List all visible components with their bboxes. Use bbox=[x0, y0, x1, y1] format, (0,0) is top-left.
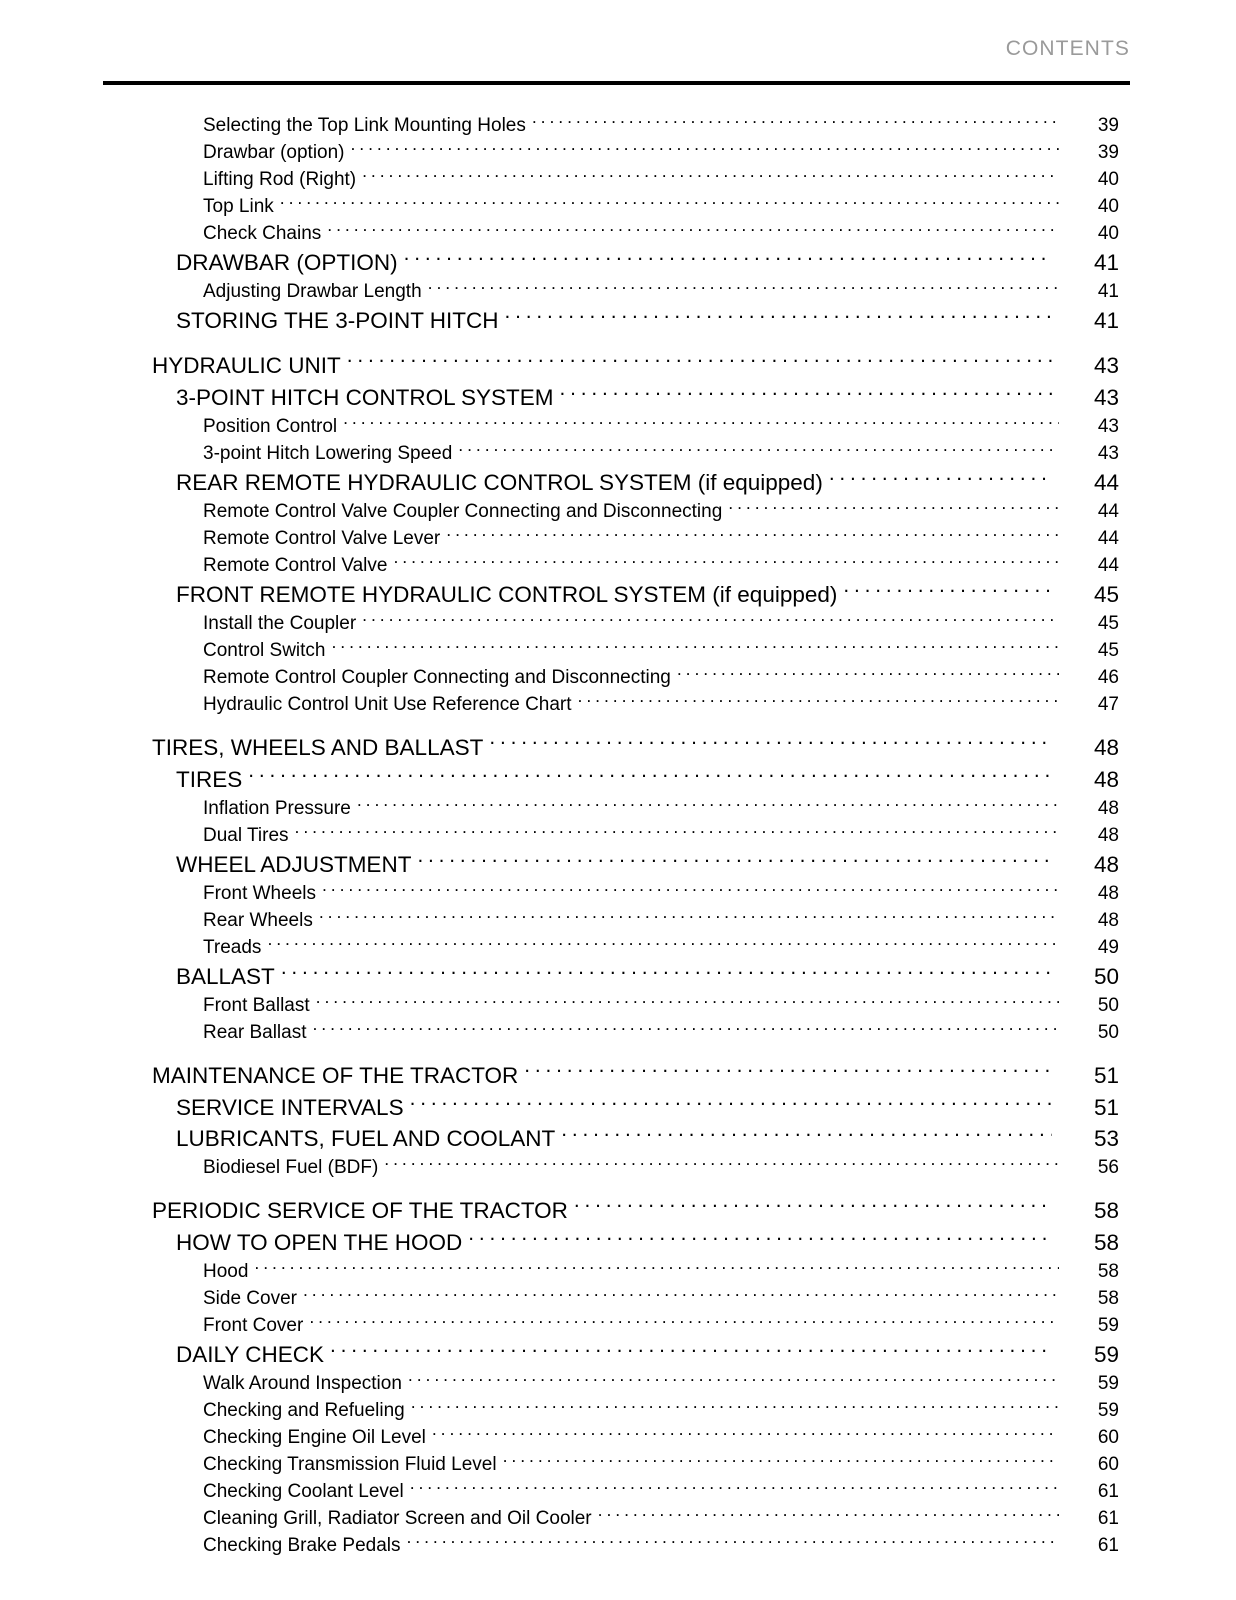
toc-entry-label: 3-POINT HITCH CONTROL SYSTEM bbox=[176, 385, 554, 410]
toc-entry-page-number: 41 bbox=[1093, 308, 1119, 333]
toc-entry-page-number: 44 bbox=[1097, 555, 1119, 576]
toc-entry[interactable] bbox=[0, 440, 1236, 467]
toc-entry-page-number: 43 bbox=[1093, 353, 1119, 378]
toc-leader-dots bbox=[280, 193, 1059, 212]
page-header-title: CONTENTS bbox=[1005, 37, 1130, 60]
toc-group-tires-wheels-and-ballast bbox=[0, 732, 1236, 1046]
toc-entry[interactable] bbox=[0, 498, 1236, 525]
toc-leader-dots bbox=[357, 795, 1059, 814]
toc-entry-label: Control Switch bbox=[203, 640, 326, 661]
toc-entry-page-number: 48 bbox=[1097, 798, 1119, 819]
toc-entry-page-number: 41 bbox=[1097, 281, 1119, 302]
toc-leader-dots bbox=[524, 1061, 1052, 1084]
toc-entry-page-number: 48 bbox=[1097, 883, 1119, 904]
toc-entry-label: Install the Coupler bbox=[203, 613, 357, 634]
toc-entry[interactable] bbox=[0, 579, 1236, 610]
toc-entry-page-number: 45 bbox=[1097, 640, 1119, 661]
toc-leader-dots bbox=[578, 691, 1059, 710]
toc-entry-label: Hydraulic Control Unit Use Reference Chart bbox=[203, 694, 572, 715]
toc-entry-label: Dual Tires bbox=[203, 825, 289, 846]
toc-entry-page-number: 53 bbox=[1093, 1126, 1119, 1151]
toc-entry-page-number: 45 bbox=[1097, 613, 1119, 634]
toc-entry[interactable] bbox=[0, 525, 1236, 552]
toc-entry-label: Lifting Rod (Right) bbox=[203, 169, 357, 190]
toc-entry[interactable] bbox=[0, 907, 1236, 934]
toc-entry-label: PERIODIC SERVICE OF THE TRACTOR bbox=[152, 1198, 568, 1223]
toc-entry-page-number: 48 bbox=[1097, 825, 1119, 846]
toc-entry-page-number: 45 bbox=[1093, 582, 1119, 607]
toc-entry-page-number: 46 bbox=[1097, 667, 1119, 688]
toc-leader-dots bbox=[829, 468, 1052, 491]
toc-entry-label: Cleaning Grill, Radiator Screen and Oil Cooler bbox=[203, 1508, 592, 1529]
toc-leader-dots bbox=[574, 1196, 1052, 1219]
toc-entry[interactable] bbox=[0, 691, 1236, 718]
toc-leader-dots bbox=[343, 413, 1059, 432]
toc-entry-page-number: 44 bbox=[1097, 528, 1119, 549]
toc-entry-label: Biodiesel Fuel (BDF) bbox=[203, 1157, 379, 1178]
toc-leader-dots bbox=[316, 992, 1059, 1011]
toc-group-three-point-hitch-continued bbox=[0, 112, 1236, 336]
toc-entry[interactable] bbox=[0, 413, 1236, 440]
toc-leader-dots bbox=[598, 1505, 1059, 1524]
toc-group-maintenance-of-the-tractor bbox=[0, 1060, 1236, 1181]
toc-entry[interactable] bbox=[0, 1227, 1236, 1258]
toc-leader-dots bbox=[432, 1424, 1059, 1443]
toc-entry[interactable] bbox=[0, 1397, 1236, 1424]
toc-entry[interactable] bbox=[0, 1154, 1236, 1181]
toc-leader-dots bbox=[330, 1340, 1052, 1363]
toc-entry-label: Checking Engine Oil Level bbox=[203, 1427, 426, 1448]
toc-leader-dots bbox=[728, 498, 1059, 517]
toc-entry-page-number: 59 bbox=[1097, 1315, 1119, 1336]
toc-entry-label: Rear Ballast bbox=[203, 1022, 307, 1043]
toc-entry-page-number: 58 bbox=[1097, 1261, 1119, 1282]
toc-leader-dots bbox=[411, 1397, 1059, 1416]
toc-entry-page-number: 58 bbox=[1093, 1198, 1119, 1223]
toc-entry-page-number: 59 bbox=[1097, 1373, 1119, 1394]
toc-entry[interactable] bbox=[0, 1019, 1236, 1046]
toc-entry-label: Walk Around Inspection bbox=[203, 1373, 402, 1394]
toc-entry[interactable] bbox=[0, 637, 1236, 664]
toc-leader-dots bbox=[332, 637, 1060, 656]
toc-entry[interactable] bbox=[0, 382, 1236, 413]
toc-entry[interactable] bbox=[0, 1258, 1236, 1285]
toc-leader-dots bbox=[532, 112, 1059, 131]
toc-entry-page-number: 39 bbox=[1097, 115, 1119, 136]
toc-entry[interactable] bbox=[0, 1451, 1236, 1478]
toc-entry-label: 3-point Hitch Lowering Speed bbox=[203, 443, 453, 464]
toc-entry[interactable] bbox=[0, 112, 1236, 139]
toc-entry[interactable] bbox=[0, 1312, 1236, 1339]
toc-entry-label: TIRES bbox=[176, 767, 243, 792]
toc-entry-page-number: 43 bbox=[1093, 385, 1119, 410]
toc-entry-page-number: 48 bbox=[1093, 735, 1119, 760]
toc-leader-dots bbox=[384, 1154, 1059, 1173]
toc-entry[interactable] bbox=[0, 139, 1236, 166]
toc-entry[interactable] bbox=[0, 247, 1236, 278]
toc-entry-label: Side Cover bbox=[203, 1288, 297, 1309]
page-header bbox=[103, 38, 1130, 60]
toc-leader-dots bbox=[410, 1093, 1052, 1116]
toc-entry-label: Front Cover bbox=[203, 1315, 304, 1336]
toc-entry-page-number: 58 bbox=[1093, 1230, 1119, 1255]
toc-leader-dots bbox=[503, 1451, 1059, 1470]
toc-entry[interactable] bbox=[0, 350, 1236, 382]
toc-entry-page-number: 43 bbox=[1097, 416, 1119, 437]
toc-entry-label: Top Link bbox=[203, 196, 274, 217]
toc-entry-label: Checking Coolant Level bbox=[203, 1481, 404, 1502]
toc-entry[interactable] bbox=[0, 880, 1236, 907]
toc-entry-page-number: 50 bbox=[1097, 995, 1119, 1016]
toc-leader-dots bbox=[417, 850, 1052, 873]
toc-leader-dots bbox=[248, 765, 1052, 788]
toc-entry[interactable] bbox=[0, 764, 1236, 795]
toc-entry-label: Check Chains bbox=[203, 223, 322, 244]
toc-leader-dots bbox=[446, 525, 1059, 544]
toc-entry-label: MAINTENANCE OF THE TRACTOR bbox=[152, 1063, 519, 1088]
toc-leader-dots bbox=[407, 1532, 1060, 1551]
toc-group-periodic-service-of-the-tractor bbox=[0, 1195, 1236, 1559]
toc-entry-label: BALLAST bbox=[176, 964, 275, 989]
toc-entry[interactable] bbox=[0, 1532, 1236, 1559]
toc-leader-dots bbox=[362, 166, 1059, 185]
toc-leader-dots bbox=[319, 907, 1059, 926]
toc-entry-page-number: 61 bbox=[1097, 1535, 1119, 1556]
toc-leader-dots bbox=[489, 733, 1052, 756]
toc-leader-dots bbox=[458, 440, 1059, 459]
toc-entry-page-number: 56 bbox=[1097, 1157, 1119, 1178]
toc-entry-page-number: 61 bbox=[1097, 1508, 1119, 1529]
toc-leader-dots bbox=[322, 880, 1059, 899]
toc-entry-page-number: 60 bbox=[1097, 1454, 1119, 1475]
toc-entry-label: Remote Control Coupler Connecting and Disconnecting bbox=[203, 667, 671, 688]
toc-leader-dots bbox=[404, 248, 1052, 271]
toc-leader-dots bbox=[560, 383, 1052, 406]
toc-entry-label: Adjusting Drawbar Length bbox=[203, 281, 422, 302]
toc-entry-page-number: 50 bbox=[1097, 1022, 1119, 1043]
toc-entry[interactable] bbox=[0, 1092, 1236, 1123]
toc-group-hydraulic-unit bbox=[0, 350, 1236, 718]
header-divider-rule bbox=[103, 81, 1130, 85]
toc-leader-dots bbox=[347, 351, 1052, 374]
toc-entry[interactable] bbox=[0, 1505, 1236, 1532]
toc-entry-page-number: 44 bbox=[1093, 470, 1119, 495]
toc-entry[interactable] bbox=[0, 467, 1236, 498]
toc-entry[interactable] bbox=[0, 849, 1236, 880]
toc-entry[interactable] bbox=[0, 934, 1236, 961]
toc-entry-label: Checking Brake Pedals bbox=[203, 1535, 401, 1556]
toc-entry[interactable] bbox=[0, 961, 1236, 992]
toc-entry-label: Drawbar (option) bbox=[203, 142, 345, 163]
toc-leader-dots bbox=[561, 1124, 1052, 1147]
toc-leader-dots bbox=[505, 306, 1052, 329]
toc-entry-label: Checking Transmission Fluid Level bbox=[203, 1454, 497, 1475]
toc-entry-label: Checking and Refueling bbox=[203, 1400, 405, 1421]
toc-leader-dots bbox=[843, 580, 1052, 603]
toc-entry[interactable] bbox=[0, 992, 1236, 1019]
toc-entry-page-number: 51 bbox=[1093, 1063, 1119, 1088]
toc-entry-page-number: 47 bbox=[1097, 694, 1119, 715]
toc-leader-dots bbox=[254, 1258, 1059, 1277]
toc-entry-label: Remote Control Valve Lever bbox=[203, 528, 441, 549]
toc-leader-dots bbox=[410, 1478, 1059, 1497]
toc-entry[interactable] bbox=[0, 166, 1236, 193]
toc-entry-label: Remote Control Valve bbox=[203, 555, 388, 576]
toc-leader-dots bbox=[267, 934, 1059, 953]
toc-entry[interactable] bbox=[0, 278, 1236, 305]
toc-entry-page-number: 59 bbox=[1097, 1400, 1119, 1421]
toc-entry-page-number: 61 bbox=[1097, 1481, 1119, 1502]
toc-entry-page-number: 49 bbox=[1097, 937, 1119, 958]
toc-leader-dots bbox=[677, 664, 1059, 683]
toc-leader-dots bbox=[295, 822, 1059, 841]
toc-entry[interactable] bbox=[0, 1339, 1236, 1370]
toc-entry-page-number: 60 bbox=[1097, 1427, 1119, 1448]
toc-entry-page-number: 59 bbox=[1093, 1342, 1119, 1367]
table-of-contents bbox=[0, 112, 1236, 1559]
toc-entry-label: DRAWBAR (OPTION) bbox=[176, 250, 398, 275]
toc-leader-dots bbox=[281, 962, 1052, 985]
toc-entry[interactable] bbox=[0, 1370, 1236, 1397]
toc-entry[interactable] bbox=[0, 193, 1236, 220]
toc-entry-label: Inflation Pressure bbox=[203, 798, 351, 819]
toc-entry-page-number: 39 bbox=[1097, 142, 1119, 163]
toc-entry-label: SERVICE INTERVALS bbox=[176, 1095, 404, 1120]
toc-entry[interactable] bbox=[0, 1123, 1236, 1154]
toc-entry[interactable] bbox=[0, 822, 1236, 849]
toc-entry-page-number: 48 bbox=[1093, 767, 1119, 792]
toc-leader-dots bbox=[303, 1285, 1059, 1304]
toc-entry-label: Position Control bbox=[203, 416, 338, 437]
toc-entry-label: Rear Wheels bbox=[203, 910, 313, 931]
toc-entry-page-number: 51 bbox=[1093, 1095, 1119, 1120]
toc-entry[interactable] bbox=[0, 610, 1236, 637]
toc-leader-dots bbox=[351, 139, 1060, 158]
toc-entry-label: Treads bbox=[203, 937, 262, 958]
toc-entry[interactable] bbox=[0, 1478, 1236, 1505]
toc-leader-dots bbox=[313, 1019, 1060, 1038]
toc-leader-dots bbox=[327, 220, 1059, 239]
toc-entry[interactable] bbox=[0, 795, 1236, 822]
toc-entry-label: Hood bbox=[203, 1261, 249, 1282]
toc-entry-label: HOW TO OPEN THE HOOD bbox=[176, 1230, 463, 1255]
toc-entry-label: REAR REMOTE HYDRAULIC CONTROL SYSTEM (if equipped) bbox=[176, 470, 823, 495]
toc-entry-label: STORING THE 3-POINT HITCH bbox=[176, 308, 499, 333]
toc-leader-dots bbox=[362, 610, 1059, 629]
toc-entry-page-number: 48 bbox=[1097, 910, 1119, 931]
toc-entry-label: TIRES, WHEELS AND BALLAST bbox=[152, 735, 484, 760]
toc-leader-dots bbox=[309, 1312, 1059, 1331]
toc-entry-page-number: 41 bbox=[1093, 250, 1119, 275]
toc-entry[interactable] bbox=[0, 1060, 1236, 1092]
toc-leader-dots bbox=[468, 1228, 1052, 1251]
toc-entry-label: FRONT REMOTE HYDRAULIC CONTROL SYSTEM (if equipped) bbox=[176, 582, 838, 607]
toc-entry[interactable] bbox=[0, 220, 1236, 247]
toc-leader-dots bbox=[393, 552, 1059, 571]
toc-entry-page-number: 48 bbox=[1093, 852, 1119, 877]
toc-entry-page-number: 40 bbox=[1097, 169, 1119, 190]
toc-entry-page-number: 40 bbox=[1097, 223, 1119, 244]
toc-entry[interactable] bbox=[0, 664, 1236, 691]
toc-entry-label: WHEEL ADJUSTMENT bbox=[176, 852, 412, 877]
toc-entry[interactable] bbox=[0, 552, 1236, 579]
toc-entry-label: LUBRICANTS, FUEL AND COOLANT bbox=[176, 1126, 556, 1151]
toc-leader-dots bbox=[428, 278, 1059, 297]
toc-entry[interactable] bbox=[0, 1195, 1236, 1227]
toc-entry[interactable] bbox=[0, 732, 1236, 764]
toc-entry-page-number: 58 bbox=[1097, 1288, 1119, 1309]
toc-entry[interactable] bbox=[0, 1424, 1236, 1451]
toc-entry-label: Selecting the Top Link Mounting Holes bbox=[203, 115, 526, 136]
toc-entry-label: Front Wheels bbox=[203, 883, 316, 904]
toc-entry-page-number: 43 bbox=[1097, 443, 1119, 464]
toc-entry[interactable] bbox=[0, 1285, 1236, 1312]
toc-entry-label: Remote Control Valve Coupler Connecting and Disconnecting bbox=[203, 501, 723, 522]
toc-entry-label: Front Ballast bbox=[203, 995, 310, 1016]
toc-entry-label: DAILY CHECK bbox=[176, 1342, 324, 1367]
toc-leader-dots bbox=[408, 1370, 1059, 1389]
toc-entry-page-number: 50 bbox=[1093, 964, 1119, 989]
toc-entry-label: HYDRAULIC UNIT bbox=[152, 353, 341, 378]
toc-entry-page-number: 40 bbox=[1097, 196, 1119, 217]
toc-entry[interactable] bbox=[0, 305, 1236, 336]
toc-entry-page-number: 44 bbox=[1097, 501, 1119, 522]
